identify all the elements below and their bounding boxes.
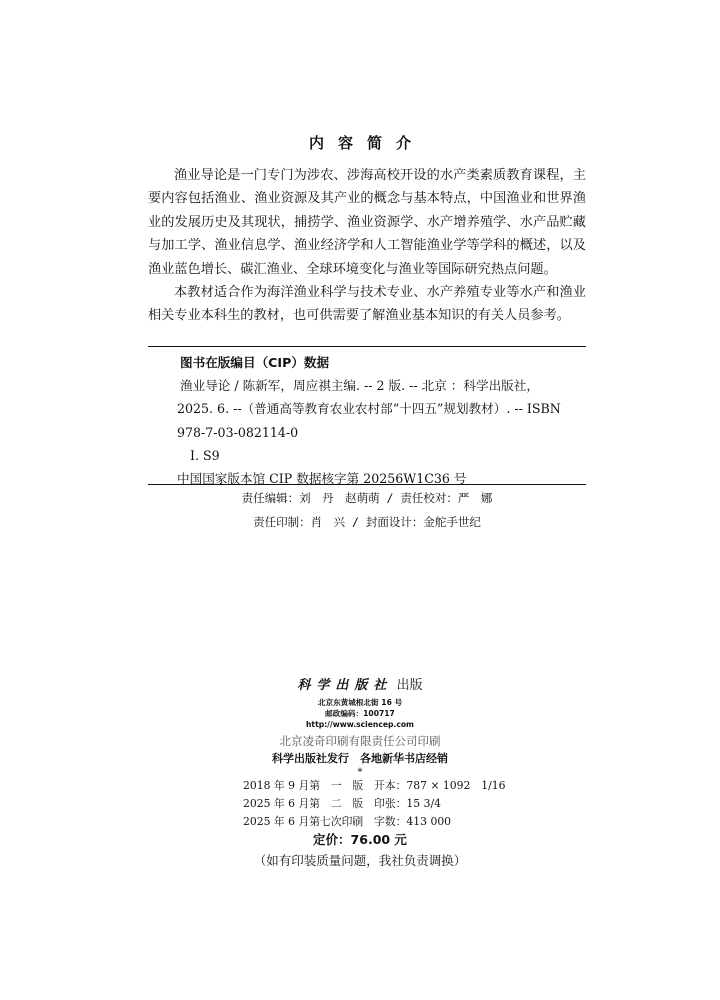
cip-title: 图书在版编目（CIP）数据 — [180, 355, 330, 370]
publisher-logo: 科学出版社 — [297, 678, 393, 693]
summary-paragraph-2: 本教材适合作为海洋渔业科学与技术专业、水产养殖专业等水产和渔业相关专业本科生的教材，也可供需要了解渔业基本知识的有关人员参考。 — [148, 285, 586, 324]
price: 定价：76.00 元 — [313, 832, 407, 847]
credits-line-2: 责任印制：肖 兴 / 封面设计：金舵手世纪 — [253, 515, 481, 529]
cip-isbn: 978-7-03-082114-0 — [177, 424, 299, 440]
page-title: 内容简介 — [308, 134, 425, 152]
cip-classification: Ⅰ. S9 — [190, 447, 220, 463]
cip-data-block — [177, 351, 586, 490]
distribution-line: 科学出版社发行 各地新华书店经销 — [272, 752, 448, 765]
editorial-credits — [148, 486, 586, 534]
summary-paragraph-1: 渔业导论是一门专门为涉农、涉海高校开设的水产类素质教育课程，主要内容包括渔业、渔业资源及其产业的概念与基本特点，中国渔业和世界渔业的发展历史及其现状，捕捞学、渔业资源学、水产增养殖学、水产品贮藏与加工学、渔业信息学、渔业经济学和人工智能渔业学等学科的概述，以及渔业蓝色增长、碳汇渔业、全球环境变化与渔业等国际研究热点问题。 — [148, 168, 586, 277]
printer-line: 北京凌奇印刷有限责任公司印刷 — [279, 734, 441, 748]
publisher-website: http://www.sciencep.com — [306, 720, 414, 729]
cip-top-rule — [148, 346, 586, 347]
publisher-line — [200, 674, 520, 693]
summary-section — [148, 164, 586, 328]
cip-record-number: 中国国家版本馆 CIP 数据核字第 20256W1C36 号 — [177, 471, 467, 487]
edition-line-1: 2018 年 9 月第 一 版 开本：787 × 1092 1/16 — [243, 779, 506, 792]
publisher-suffix: 出版 — [396, 678, 423, 693]
edition-info — [243, 777, 543, 831]
edition-line-3: 2025 年 6 月第七次印刷 字数：413 000 — [243, 815, 452, 828]
publisher-postcode: 邮政编码：100717 — [325, 709, 395, 718]
cip-line: 渔业导论 / 陈新军，周应祺主编. -- 2 版. -- 北京 ：科学出版社， — [180, 378, 539, 394]
credits-line-1: 责任编辑：刘 丹 赵萌萌 / 责任校对：严 娜 — [241, 491, 493, 505]
cip-bottom-rule — [148, 484, 586, 485]
separator-star: * — [357, 767, 363, 778]
edition-line-2: 2025 年 6 月第 二 版 印张：15 3/4 — [243, 797, 441, 810]
publisher-address: 北京东黄城根北街 16 号 — [317, 698, 403, 707]
publisher-block — [200, 674, 520, 779]
cip-line: 2025. 6. --（普通高等教育农业农村部“十四五”规划教材）. -- ISBN — [177, 401, 561, 417]
quality-notice: （如有印装质量问题，我社负责调换） — [253, 853, 467, 868]
